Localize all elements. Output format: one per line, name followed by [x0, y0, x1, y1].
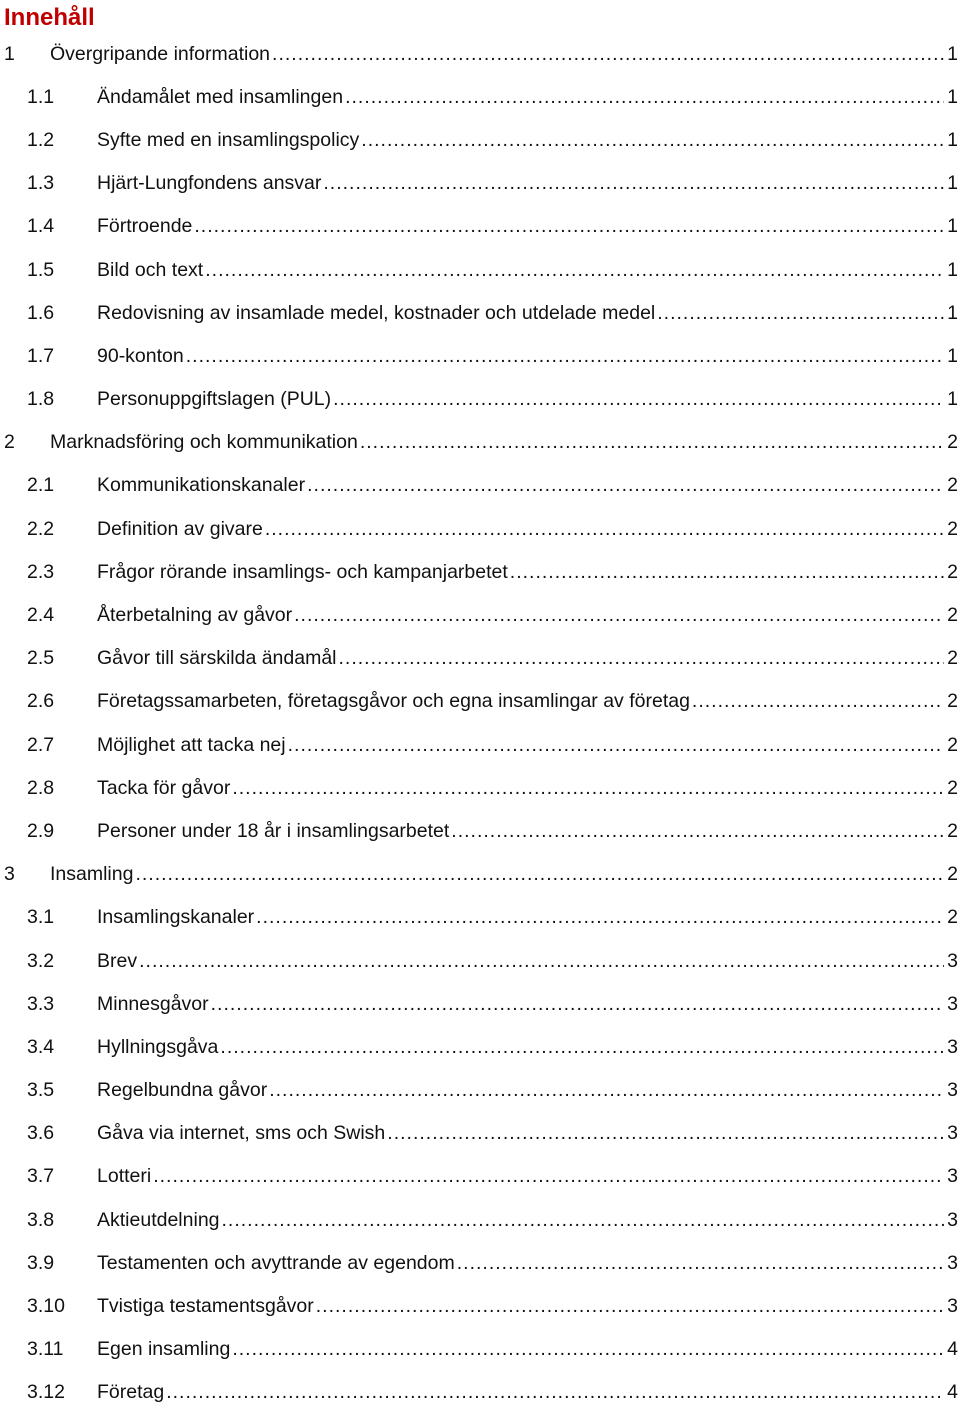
dot-leader	[387, 1121, 944, 1145]
toc-entry[interactable]	[0, 1025, 960, 1068]
dot-leader	[211, 992, 945, 1016]
dot-leader	[222, 1208, 945, 1232]
toc-entry-page-number: 2	[947, 647, 958, 670]
toc-entry-number: 3.5	[27, 1079, 55, 1102]
toc-entry-label: Personuppgiftslagen (PUL)	[97, 388, 332, 411]
toc-entry-number: 2.3	[27, 560, 55, 583]
toc-entry-number: 3.3	[27, 992, 55, 1015]
toc-entry-line	[97, 1380, 960, 1404]
toc-entry-line	[97, 517, 960, 541]
dot-leader	[316, 1294, 944, 1318]
toc-entry-number: 2.2	[27, 517, 55, 540]
dot-leader	[153, 1164, 944, 1188]
dot-leader	[323, 171, 944, 195]
toc-entry-label: Redovisning av insamlade medel, kostnader och utdelade medel	[97, 301, 656, 324]
toc-entry-label: Bild och text	[97, 258, 204, 281]
toc-entry-label: Personer under 18 år i insamlingsarbetet	[97, 819, 450, 842]
toc-entry-number: 2.1	[27, 474, 55, 497]
dot-leader	[232, 1337, 944, 1361]
toc-entry-line	[97, 733, 960, 757]
toc-entry-line	[97, 560, 960, 584]
toc-entry-label: Egen insamling	[97, 1338, 231, 1361]
toc-entry-page-number: 2	[947, 560, 958, 583]
toc-entry[interactable]	[0, 291, 960, 334]
toc-entry-line	[97, 344, 960, 368]
dot-leader	[307, 473, 944, 497]
dot-leader	[360, 430, 944, 454]
toc-entry-number: 3.9	[27, 1251, 55, 1274]
toc-entry[interactable]	[0, 593, 960, 636]
dot-leader	[139, 949, 944, 973]
toc-entry-line	[97, 949, 960, 973]
toc-entry-page-number: 1	[947, 301, 958, 324]
toc-entry-page-number: 3	[947, 1251, 958, 1274]
toc-entry-label: Företag	[97, 1381, 165, 1404]
toc-entry-number: 3.7	[27, 1165, 55, 1188]
toc-entry[interactable]	[0, 421, 960, 464]
toc-entry[interactable]	[0, 550, 960, 593]
dot-leader	[657, 301, 944, 325]
toc-entry-number: 3.1	[27, 906, 55, 929]
toc-entry-number: 3.6	[27, 1122, 55, 1145]
toc-entry-page-number: 3	[947, 1165, 958, 1188]
toc-entry-label: 90-konton	[97, 344, 184, 367]
toc-entry[interactable]	[0, 723, 960, 766]
toc-entry[interactable]	[0, 32, 960, 75]
toc-entry-page-number: 2	[947, 733, 958, 756]
toc-entry-line	[97, 301, 960, 325]
toc-entry-line	[97, 1121, 960, 1145]
toc-entry-label: Insamling	[50, 863, 134, 886]
toc-entry-page-number: 2	[947, 431, 958, 454]
toc-entry-page-number: 2	[947, 474, 958, 497]
toc-entry[interactable]	[0, 1284, 960, 1327]
toc-entry-number: 2.7	[27, 733, 55, 756]
toc-entry-number: 1.3	[27, 172, 55, 195]
toc-entry-label: Hyllningsgåva	[97, 1035, 219, 1058]
toc-entry[interactable]	[0, 896, 960, 939]
toc-entry-line	[97, 776, 960, 800]
toc-entry-page-number: 1	[947, 258, 958, 281]
toc-entry-label: Återbetalning av gåvor	[97, 604, 293, 627]
toc-title: Innehåll	[4, 4, 95, 31]
toc-entry-label: Frågor rörande insamlings- och kampanjarbetet	[97, 560, 508, 583]
toc-entry-page-number: 2	[947, 863, 958, 886]
toc-entry-line	[97, 819, 960, 843]
toc-entry-line	[97, 603, 960, 627]
toc-entry-label: Regelbundna gåvor	[97, 1079, 268, 1102]
toc-entry-line	[50, 430, 960, 454]
dot-leader	[333, 387, 944, 411]
toc-entry[interactable]	[0, 162, 960, 205]
toc-entry[interactable]	[0, 75, 960, 118]
toc-entry-line	[97, 1337, 960, 1361]
toc-entry-line	[97, 171, 960, 195]
toc-entry-label: Ändamålet med insamlingen	[97, 85, 344, 108]
toc-entry-label: Definition av givare	[97, 517, 263, 540]
toc-entry-number: 1.7	[27, 344, 55, 367]
dot-leader	[451, 819, 944, 843]
dot-leader	[205, 258, 944, 282]
dot-leader	[294, 603, 944, 627]
toc-entry-number: 1.1	[27, 85, 55, 108]
toc-entry-number: 3.2	[27, 949, 55, 972]
toc-entry-page-number: 4	[947, 1381, 958, 1404]
toc-entry[interactable]	[0, 766, 960, 809]
dot-leader	[135, 862, 944, 886]
toc-entry[interactable]	[0, 1241, 960, 1284]
toc-entry-line	[97, 1251, 960, 1275]
toc-entry-page-number: 3	[947, 1122, 958, 1145]
toc-entry-number: 2	[4, 431, 15, 454]
dot-leader	[457, 1251, 944, 1275]
dot-leader	[265, 517, 944, 541]
toc-entry-line	[50, 42, 960, 66]
toc-entry-line	[97, 1294, 960, 1318]
dot-leader	[692, 689, 944, 713]
toc-entry-number: 1.6	[27, 301, 55, 324]
toc-entry[interactable]	[0, 1371, 960, 1414]
toc-entry-label: Tvistiga testamentsgåvor	[97, 1295, 314, 1318]
toc-entry-number: 2.6	[27, 690, 55, 713]
toc-entry-number: 3.12	[27, 1381, 65, 1404]
toc-entry[interactable]	[0, 637, 960, 680]
toc-entry[interactable]	[0, 248, 960, 291]
toc-entry-number: 1.2	[27, 128, 55, 151]
toc-entry-number: 3	[4, 863, 15, 886]
toc-entry-label: Övergripande information	[50, 42, 271, 65]
toc-entry[interactable]	[0, 809, 960, 852]
dot-leader	[269, 1078, 944, 1102]
toc-entry-page-number: 3	[947, 1208, 958, 1231]
toc-entry-page-number: 2	[947, 776, 958, 799]
toc-entry-label: Brev	[97, 949, 138, 972]
toc-entry-label: Minnesgåvor	[97, 992, 209, 1015]
toc-entry-page-number: 2	[947, 690, 958, 713]
toc-entry-number: 3.10	[27, 1295, 65, 1318]
table-of-contents	[0, 32, 960, 1414]
toc-entry-page-number: 2	[947, 517, 958, 540]
toc-entry-line	[97, 992, 960, 1016]
toc-entry-page-number: 1	[947, 85, 958, 108]
toc-entry-line	[97, 387, 960, 411]
toc-entry[interactable]	[0, 853, 960, 896]
toc-entry-line	[97, 128, 960, 152]
toc-entry-page-number: 3	[947, 992, 958, 1015]
toc-entry-page-number: 1	[947, 215, 958, 238]
toc-entry-number: 2.4	[27, 604, 55, 627]
toc-entry[interactable]	[0, 939, 960, 982]
dot-leader	[288, 733, 945, 757]
dot-leader	[194, 214, 944, 238]
toc-entry-line	[97, 646, 960, 670]
toc-entry[interactable]	[0, 507, 960, 550]
dot-leader	[339, 646, 945, 670]
toc-entry-line	[97, 905, 960, 929]
toc-entry-page-number: 1	[947, 344, 958, 367]
toc-entry[interactable]	[0, 1155, 960, 1198]
toc-entry-label: Kommunikationskanaler	[97, 474, 306, 497]
toc-entry-line	[97, 85, 960, 109]
dot-leader	[272, 42, 944, 66]
toc-entry-line	[97, 689, 960, 713]
toc-entry[interactable]	[0, 1328, 960, 1371]
toc-entry-number: 3.8	[27, 1208, 55, 1231]
dot-leader	[510, 560, 944, 584]
toc-entry-line	[97, 1035, 960, 1059]
toc-entry-label: Syfte med en insamlingspolicy	[97, 128, 360, 151]
toc-entry-label: Företagssamarbeten, företagsgåvor och egna insamlingar av företag	[97, 690, 690, 713]
toc-entry-page-number: 3	[947, 1035, 958, 1058]
toc-entry-line	[97, 214, 960, 238]
toc-entry-page-number: 3	[947, 1079, 958, 1102]
toc-entry-page-number: 2	[947, 604, 958, 627]
toc-entry-line	[97, 258, 960, 282]
toc-entry-label: Aktieutdelning	[97, 1208, 220, 1231]
toc-entry-page-number: 2	[947, 906, 958, 929]
toc-entry-label: Marknadsföring och kommunikation	[50, 431, 358, 454]
dot-leader	[256, 905, 944, 929]
toc-entry[interactable]	[0, 1069, 960, 1112]
toc-entry[interactable]	[0, 1198, 960, 1241]
dot-leader	[166, 1380, 944, 1404]
dot-leader	[186, 344, 944, 368]
toc-entry-page-number: 1	[947, 388, 958, 411]
toc-entry-number: 1.5	[27, 258, 55, 281]
toc-entry-page-number: 1	[947, 172, 958, 195]
toc-entry-label: Testamenten och avyttrande av egendom	[97, 1251, 455, 1274]
toc-entry-number: 1	[4, 42, 15, 65]
dot-leader	[220, 1035, 944, 1059]
toc-entry-label: Tacka för gåvor	[97, 776, 231, 799]
toc-entry-number: 2.8	[27, 776, 55, 799]
toc-entry-line	[97, 473, 960, 497]
toc-entry[interactable]	[0, 205, 960, 248]
toc-entry-number: 2.9	[27, 819, 55, 842]
toc-entry-label: Insamlingskanaler	[97, 906, 255, 929]
toc-entry-label: Förtroende	[97, 215, 193, 238]
toc-entry-number: 2.5	[27, 647, 55, 670]
toc-entry-line	[97, 1208, 960, 1232]
toc-entry[interactable]	[0, 680, 960, 723]
toc-entry[interactable]	[0, 1112, 960, 1155]
toc-entry-page-number: 1	[947, 42, 958, 65]
toc-entry-number: 1.4	[27, 215, 55, 238]
dot-leader	[345, 85, 944, 109]
toc-entry-line	[97, 1164, 960, 1188]
toc-entry-label: Möjlighet att tacka nej	[97, 733, 286, 756]
toc-entry-page-number: 2	[947, 819, 958, 842]
dot-leader	[232, 776, 944, 800]
toc-entry[interactable]	[0, 464, 960, 507]
toc-entry-line	[50, 862, 960, 886]
toc-entry-label: Gåva via internet, sms och Swish	[97, 1122, 386, 1145]
toc-entry-page-number: 3	[947, 949, 958, 972]
toc-entry-label: Lotteri	[97, 1165, 152, 1188]
toc-entry[interactable]	[0, 378, 960, 421]
toc-entry-label: Gåvor till särskilda ändamål	[97, 647, 337, 670]
toc-entry[interactable]	[0, 982, 960, 1025]
toc-entry-number: 3.11	[27, 1338, 64, 1361]
toc-entry-number: 3.4	[27, 1035, 55, 1058]
toc-entry-label: Hjärt-Lungfondens ansvar	[97, 172, 322, 195]
dot-leader	[361, 128, 944, 152]
toc-entry-number: 1.8	[27, 388, 55, 411]
toc-entry[interactable]	[0, 334, 960, 377]
toc-entry-page-number: 3	[947, 1295, 958, 1318]
toc-entry-line	[97, 1078, 960, 1102]
toc-entry-page-number: 1	[947, 128, 958, 151]
toc-entry[interactable]	[0, 118, 960, 161]
toc-entry-page-number: 4	[947, 1338, 958, 1361]
